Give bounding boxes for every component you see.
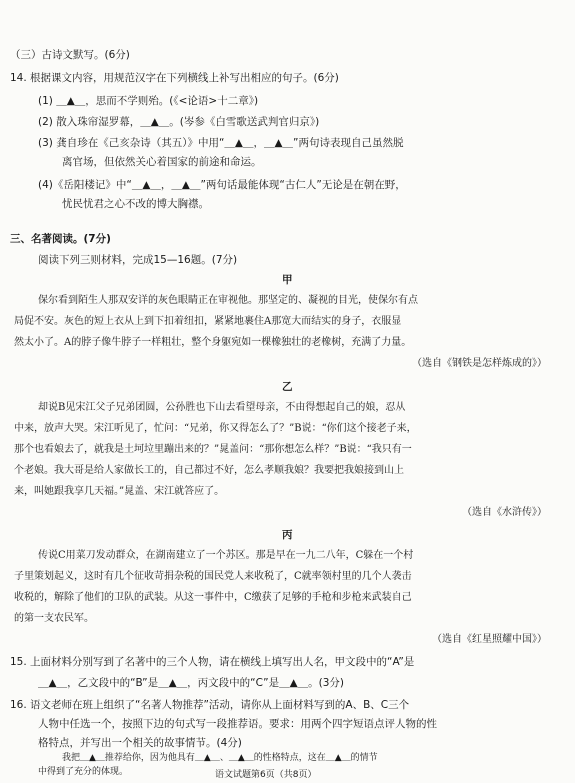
passage-bing-line-2: 子里策划起义，这时有几个征收苛捐杂税的国民党人来收税了，C就率领村里的几个人袭击 [14,571,412,582]
passage-jia-line-2: 局促不安。灰色的短上衣从上到下扣着纽扣，紧紧地裹住A那宽大而结实的身子，衣服显 [14,316,402,327]
q16-line-2: 人物中任选一个，按照下边的句式写一段推荐语。要求：用两个四字短语点评人物的性 [38,718,437,730]
q14-item-4: (4)《岳阳楼记》中“＿▲＿，＿▲＿”两句话最能体现“古仁人”无论是在朝在野， [38,179,406,191]
passage-bing-line-4: 的第一支农民军。 [14,613,94,624]
q16-template-line-2: 中得到了充分的体现。 [38,767,129,777]
q14-item-2: (2) 散入珠帘湿罗幕，＿▲＿。(岑参《白雪歌送武判官归京》) [38,116,320,128]
q15-line-2: ＿▲＿，乙文段中的“B”是＿▲＿，丙文段中的“C”是＿▲＿。(3分) [38,677,345,689]
classics-intro: 阅读下列三则材料，完成15—16题。(7分) [38,254,238,266]
passage-yi-line-3: 那个也看娘去了，就我是土坷垃里蹦出来的？”晁盖问：“那你想怎么样？”B说：“我只有一 [14,444,412,455]
passage-jia-line-3: 然太小了。A的脖子像牛脖子一样粗壮，整个身躯宛如一棵橡独壮的老橡树，充满了力量。 [14,337,412,348]
passage-yi-label: 乙 [282,381,293,393]
passage-yi-line-2: 中来，放声大哭。宋江听见了，忙问：“兄弟，你又得怎么了？”B说：“你们这个接老子来， [14,423,417,434]
q16-template-line-1: 我把＿▲＿推荐给你，因为他具有＿▲＿、＿▲＿的性格特点，这在＿▲＿的情节 [62,753,378,763]
q16-line-3: 格特点，并写出一个相关的故事情节。(4分) [38,737,242,749]
q14-item-3: (3) 龚自珍在《己亥杂诗（其五）》中用“＿▲＿，＿▲＿”两句诗表现自己虽然脱 [38,137,404,149]
passage-bing-line-3: 收税的，解除了他们的卫队的武装。从这一事件中，C缴获了足够的手枪和步枪来武装自己 [14,592,412,603]
passage-jia-line-1: 保尔看到陌生人那双安详的灰色眼睛正在审视他。那坚定的、凝视的目光，使保尔有点 [38,295,418,306]
q14-item-3-cont: 离官场，但依然关心着国家的前途和命运。 [62,156,262,168]
passage-bing-label: 丙 [282,529,293,541]
q14-item-4-cont: 忧民忧君之心不改的博大胸襟。 [62,198,209,210]
passage-bing-line-1: 传说C用菜刀发动群众，在湖南建立了一个苏区。那是早在一九二八年，C躲在一个村 [38,550,414,561]
passage-bing-source: （选自《红星照耀中国》） [432,634,547,645]
section-heading-poetry: （三）古诗文默写。(6分) [10,49,130,61]
section-heading-classics: 三、名著阅读。(7分) [10,233,111,245]
passage-yi-source: （选自《水浒传》） [462,507,547,518]
q16-line-1: 16. 语文老师在班上组织了“名著人物推荐”活动，请你从上面材料写到的A、B、C三个 [10,699,410,711]
passage-jia-source: （选自《钢铁是怎样炼成的》） [412,358,547,369]
passage-yi-line-1: 却说B见宋江父子兄弟团圆，公孙胜也下山去看望母亲，不由得想起自己的娘，忍从 [38,402,406,413]
passage-yi-line-5: 来，叫她跟我享几天福。”晁盖、宋江就答应了。 [14,486,225,497]
q14-item-1: (1) ＿▲＿，思而不学则殆。(《<论语>十二章》) [38,95,259,107]
q15-line-1: 15. 上面材料分别写到了名著中的三个人物，请在横线上填写出人名，甲文段中的“A”是 [10,656,415,668]
q14-stem: 14. 根据课文内容，用规范汉字在下列横线上补写出相应的句子。(6分) [10,72,339,84]
passage-jia-label: 甲 [282,274,293,286]
passage-yi-line-4: 个老娘。我大哥是给人家做长工的，自己都过不好，怎么孝顺我娘？我要把我娘接到山上 [14,465,404,476]
page-footer: 语文试题第6页（共8页） [215,770,317,780]
